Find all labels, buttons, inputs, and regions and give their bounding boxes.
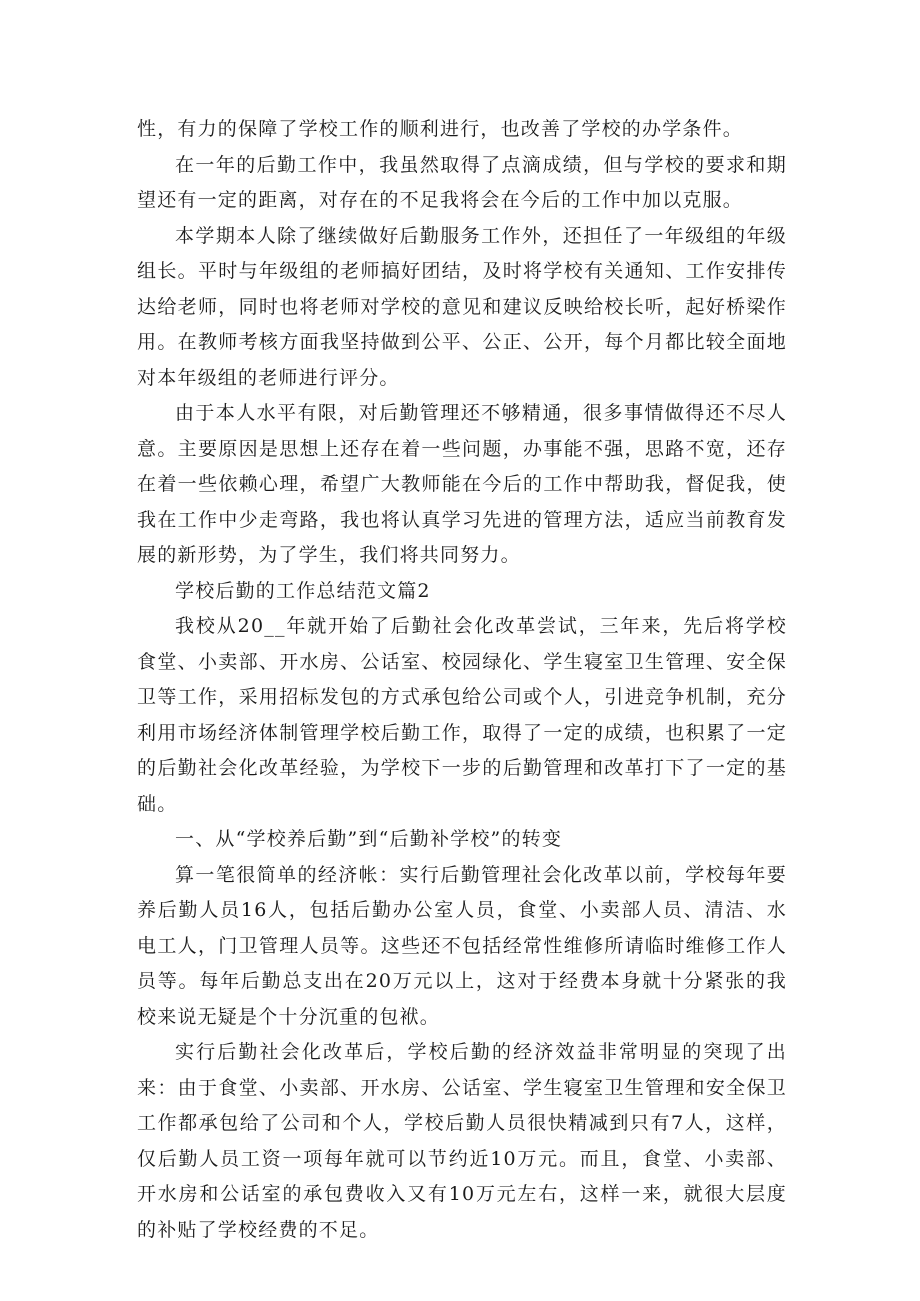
paragraph-reform-intro: 我校从20__年就开始了后勤社会化改革尝试，三年来，先后将学校食堂、小卖部、开水房、公话室、校园绿化、学生寝室卫生管理、安全保卫等工作，采用招标发包的方式承包给公司或个人，引进竞争机制，充分利用市场经济体制管理学校后勤工作，取得了一定的成绩，也积累了一定的后勤社会化改革经验，为学校下一步的后勤管理和改革打下了一定的基础。	[137, 615, 787, 815]
subsection-heading: 一、从“学校养后勤”到“后勤补学校”的转变	[175, 828, 563, 850]
section-title: 学校后勤的工作总结范文篇2	[175, 579, 431, 602]
paragraph-economic-account: 算一笔很简单的经济帐：实行后勤管理社会化改革以前，学校每年要养后勤人员16人，包括后勤办公室人员，食堂、小卖部人员、清洁、水电工人，门卫管理人员等。这些还不包括经常性维修所请临时维修工作人员等。每年后勤总支出在20万元以上，这对于经费本身就十分紧张的我校来说无疑是个十分沉重的包袱。	[137, 863, 787, 1028]
paragraph-grade-leader: 本学期本人除了继续做好后勤服务工作外，还担任了一年级组的年级组长。平时与年级组的老师搞好团结，及时将学校有关通知、工作安排传达给老师，同时也将老师对学校的意见和建议反映给校长听，起好桥梁作用。在教师考核方面我坚持做到公平、公正、公开，每个月都比较全面地对本年级组的老师进行评分。	[137, 224, 787, 389]
document-body	[137, 112, 787, 1248]
paragraph-achievements: 在一年的后勤工作中，我虽然取得了点滴成绩，但与学校的要求和期望还有一定的距离，对存在的不足我将会在今后的工作中加以克服。	[137, 153, 787, 211]
paragraph-reform-results: 实行后勤社会化改革后，学校后勤的经济效益非常明显的突现了出来：由于食堂、小卖部、开水房、公话室、学生寝室卫生管理和安全保卫工作都承包给了公司和个人，学校后勤人员很快精减到只有7人，这样，仅后勤人员工资一项每年就可以节约近10万元。而且，食堂、小卖部、开水房和公话室的承包费收入又有10万元左右，这样一来，就很大层度的补贴了学校经费的不足。	[137, 1041, 787, 1241]
paragraph-continuation: 性，有力的保障了学校工作的顺利进行，也改善了学校的办学条件。	[137, 118, 744, 140]
paragraph-shortcomings: 由于本人水平有限，对后勤管理还不够精通，很多事情做得还不尽人意。主要原因是思想上还存在着一些问题，办事能不强，思路不宽，还存在着一些依赖心理，希望广大教师能在今后的工作中帮助我，督促我，使我在工作中少走弯路，我也将认真学习先进的管理方法，适应当前教育发展的新形势，为了学生，我们将共同努力。	[137, 402, 787, 566]
